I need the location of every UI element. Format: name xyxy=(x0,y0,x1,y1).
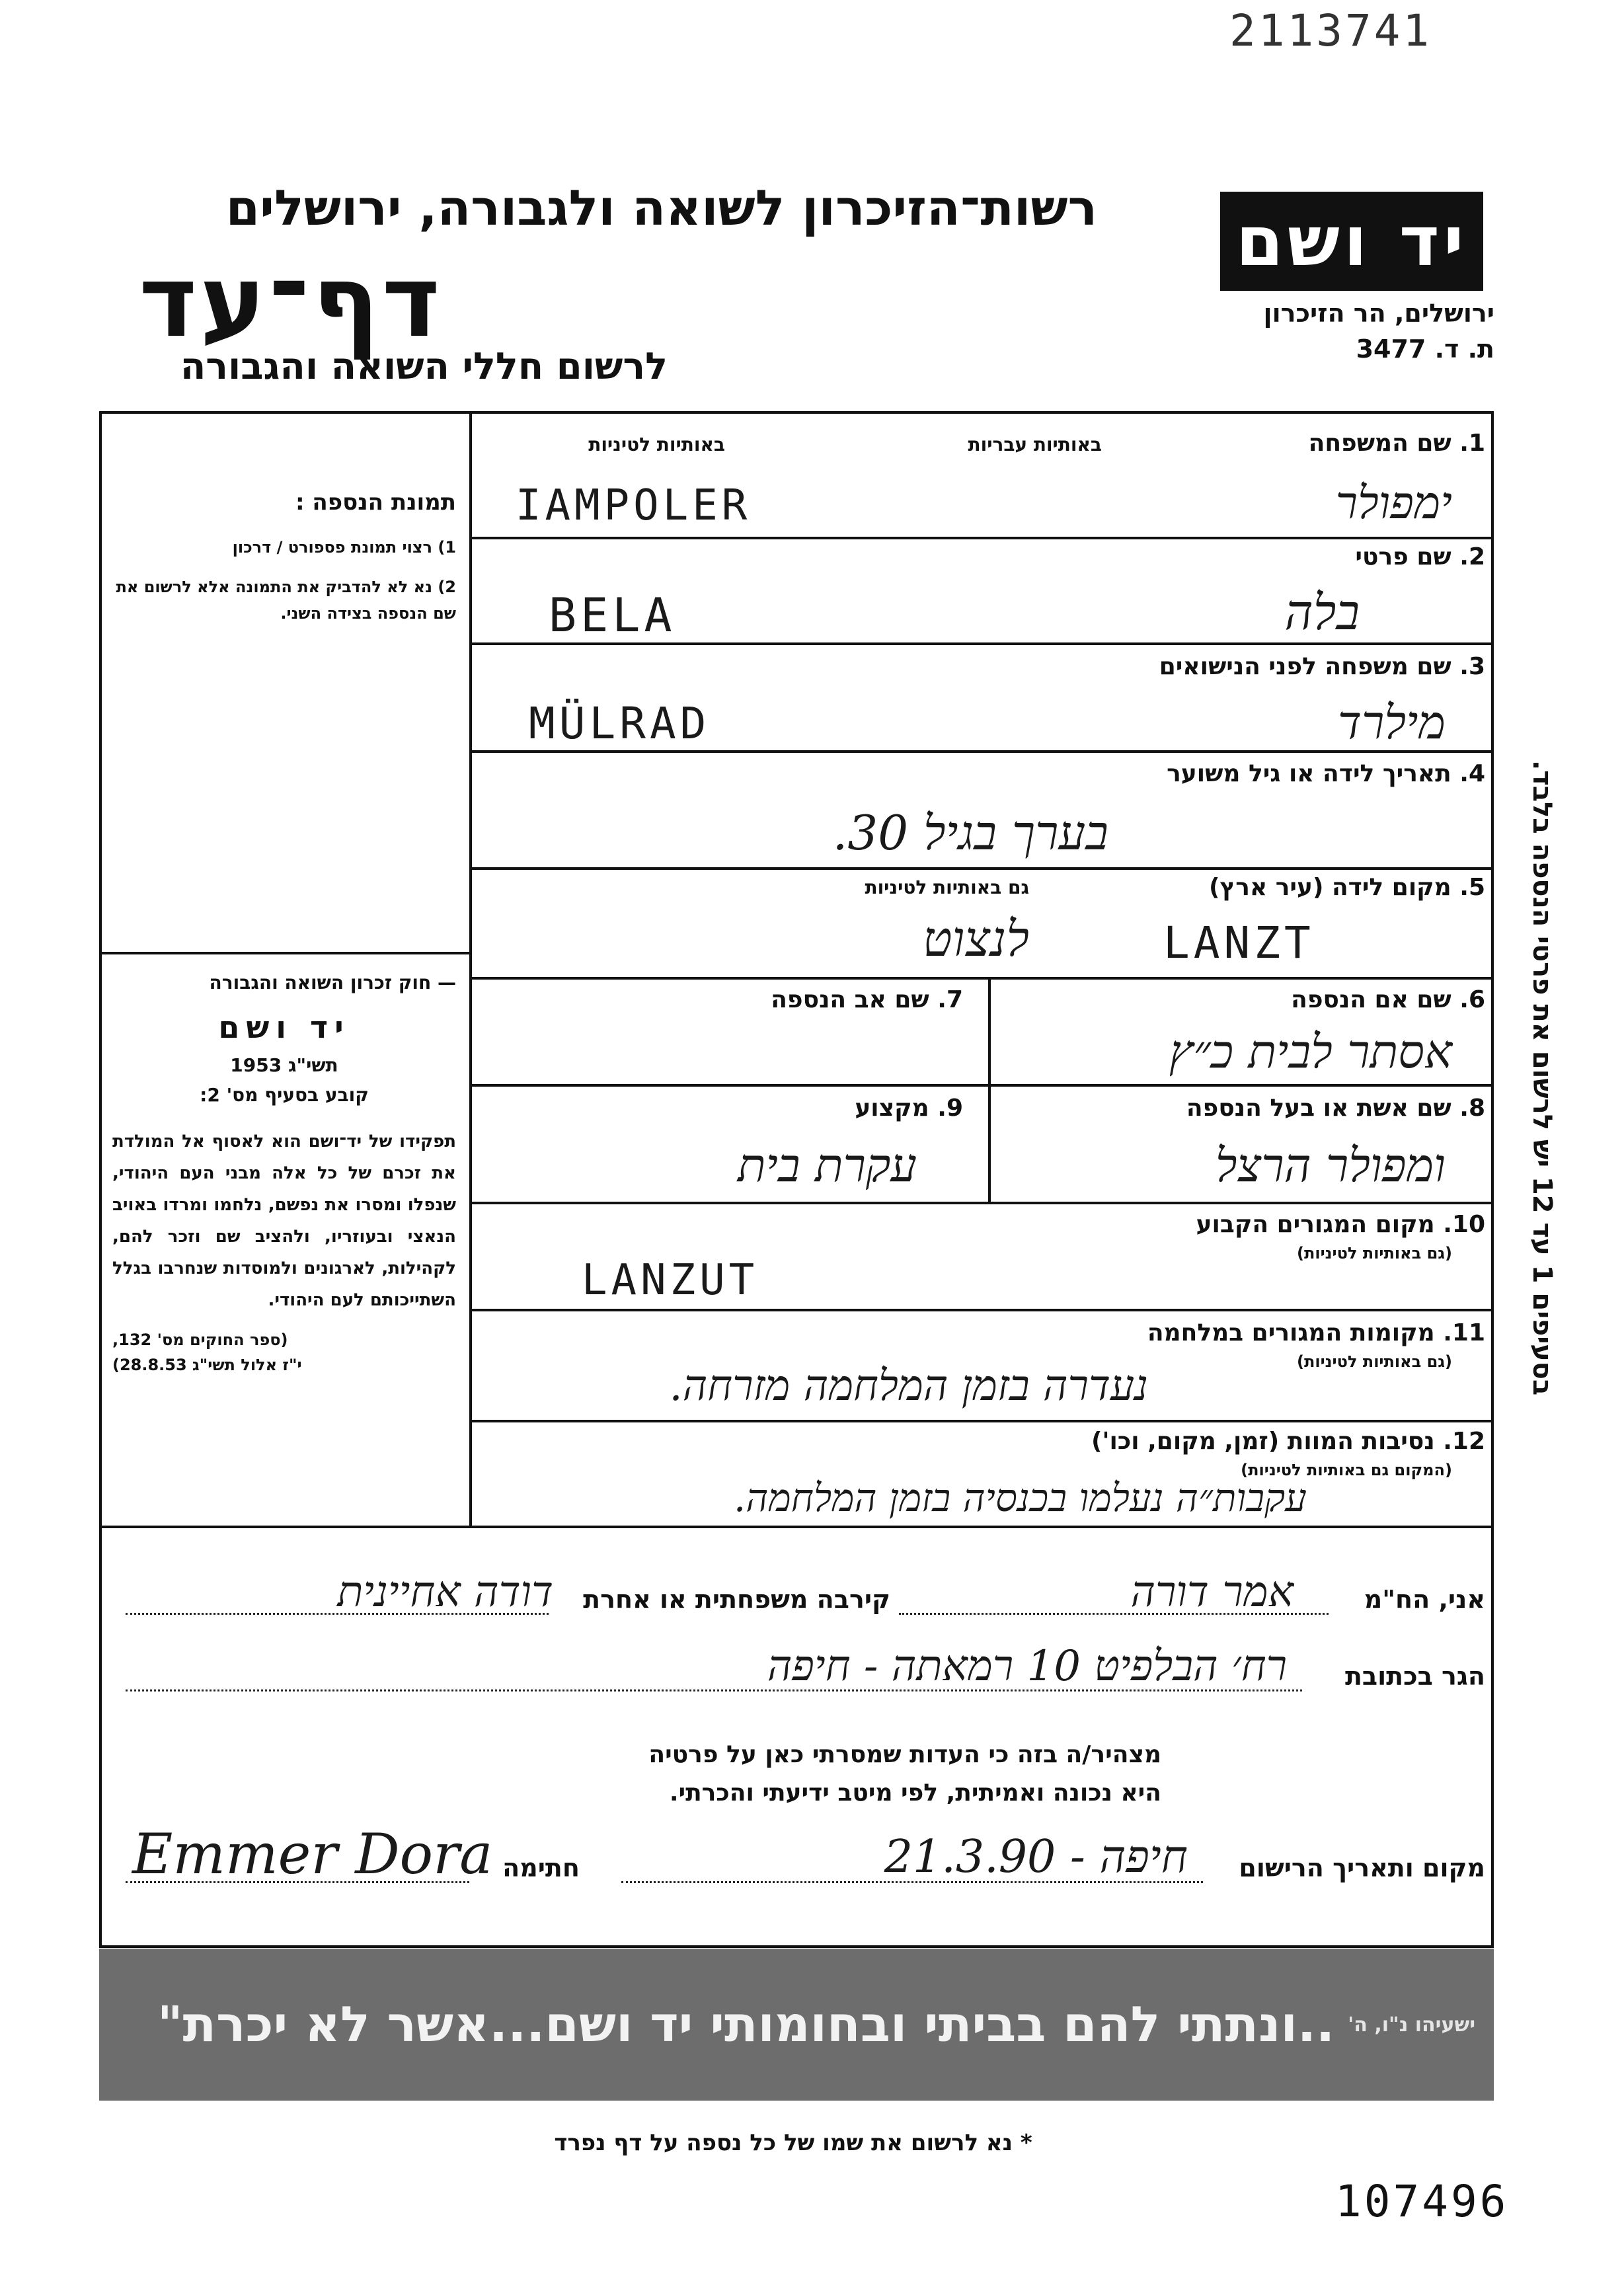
row-line-2 xyxy=(469,642,1494,645)
field-4-value: בערך בגיל 30. xyxy=(832,805,1108,861)
row-line-8 xyxy=(469,1309,1494,1311)
field-8-value: ומפולר הרצל xyxy=(1215,1138,1446,1192)
row-line-4 xyxy=(469,867,1494,870)
form-title: דף־עד xyxy=(139,245,443,360)
field-7-label: 7. שם אב הנספה xyxy=(771,986,963,1013)
col-divider-6-7 xyxy=(988,977,991,1084)
field-5-label: 5. מקום לידה (עיר ארץ) xyxy=(1209,874,1485,901)
logo-address: ירושלים, הר הזיכרון xyxy=(1263,299,1494,328)
witness-address-label: הגר בכתובת xyxy=(1344,1662,1485,1691)
field-6-value: אסתר לבית כ״ץ xyxy=(1169,1025,1452,1079)
field-1-latin-header: באותיות לטיניות xyxy=(588,434,725,455)
field-1-latin-value: IAMPOLER xyxy=(516,481,752,530)
field-3-label: 3. שם משפחה לפני הנישואים xyxy=(1159,653,1485,680)
witness-i-label: אני, הח"מ xyxy=(1364,1585,1485,1614)
side-panel-divider xyxy=(99,952,471,954)
logo-text: יד ושם xyxy=(1235,201,1468,282)
declaration-line-1: מצהיר/ה בזה כי העדות שמסרתי כאן על פרטיה xyxy=(648,1741,1161,1768)
witness-name: אמר דורה xyxy=(1130,1568,1294,1617)
side-divider xyxy=(469,411,472,1527)
field-11-value: נעדרה בזמן המלחמה מזרחה. xyxy=(669,1362,1148,1411)
row-line-6 xyxy=(469,1084,1494,1087)
field-2-label: 2. שם פרטי xyxy=(1355,543,1485,570)
photo-title: תמונת הנספה : xyxy=(295,489,456,516)
place-date: חיפה - 21.3.90 xyxy=(884,1831,1188,1883)
witness-relation: דודה אחיינית xyxy=(337,1568,553,1617)
place-date-label: מקום ותאריך הרישום xyxy=(1239,1853,1485,1882)
field-10-label: 10. מקום המגורים הקבוע xyxy=(1196,1211,1485,1238)
row-line-7 xyxy=(469,1202,1494,1204)
signature-label: חתימה xyxy=(502,1853,580,1882)
field-1-label: 1. שם המשפחה xyxy=(1308,430,1485,457)
quote-banner xyxy=(99,1949,1494,2101)
form-subtitle: לרשום חללי השואה והגבורה xyxy=(180,345,668,388)
law-year: תשי"ג 1953 xyxy=(230,1054,338,1076)
field-3-hebrew-value: מילרד xyxy=(1337,695,1446,750)
law-clause: קובע בסעיף מס' 2: xyxy=(200,1084,369,1106)
field-1-hebrew-value: ימפולר xyxy=(1335,477,1452,529)
archive-number-top: 2113741 xyxy=(1229,5,1432,56)
yad-vashem-logo xyxy=(1220,192,1483,291)
field-8-label: 8. שם אשת או בעל הנספה xyxy=(1186,1095,1485,1122)
law-text: תפקידו של יד־ושם הוא לאסוף אל המולדת את זכרם של כל אלה מבני העם היהודי, שנפלו ומסרו את נפשם, נלחמו ומרדו באויב הנאצי ובעוזריו, ולהציב שם וזכר להם, לקהילות, לארגונים ולמוסדות שנחרבו בגלל השתייכותם לעם היהודי. xyxy=(112,1132,456,1310)
field-9-label: 9. מקצוע xyxy=(855,1095,963,1122)
fields-bottom-line xyxy=(99,1526,1494,1528)
field-12-note: (המקום גם באותיות לטיניות) xyxy=(1241,1461,1452,1479)
law-panel xyxy=(112,972,456,1374)
banner-quote: ..ונתתי להם בביתי ובחומותי יד ושם...אשר לא יכרת" xyxy=(157,1996,1335,2053)
archive-number-bottom: 107496 xyxy=(1335,2176,1509,2227)
field-12-label: 12. נסיבות המוות (זמן, מקום, וכו') xyxy=(1091,1428,1485,1455)
law-logo: יד ושם xyxy=(218,1009,350,1045)
field-1-hebrew-header: באותיות עבריות xyxy=(968,434,1102,455)
declaration-line-2: היא נכונה ואמיתית, לפי מיטב ידיעתי והכרתי. xyxy=(669,1779,1161,1806)
field-3-latin-value: MÜLRAD xyxy=(529,698,711,749)
row-line-9 xyxy=(469,1420,1494,1422)
col-divider-8-9 xyxy=(988,1084,991,1202)
field-5-latin-header: גם באותיות לטיניות xyxy=(865,876,1029,898)
law-title: — חוק זכרון השואה והגבורה xyxy=(209,972,456,993)
field-6-label: 6. שם אם הנספה xyxy=(1291,986,1485,1013)
field-10-value: LANZUT xyxy=(582,1256,759,1305)
field-11-note: (גם באותיות לטיניות) xyxy=(1297,1352,1452,1371)
field-5-latin-value: LANZT xyxy=(1163,917,1315,968)
authority-title: רשות־הזיכרון לשואה ולגבורה, ירושלים xyxy=(225,180,1097,237)
field-9-value: עקרת בית xyxy=(737,1138,917,1192)
law-ref-1: (ספר החוקים מס' 132, xyxy=(112,1331,288,1349)
photo-note-1: 1) רצוי תמונת פספורט / דרכון xyxy=(232,538,456,557)
footer-note: * נא לרשום את שמו של כל נספה על דף נפרד xyxy=(554,2130,1032,2156)
law-ref-2: י"ז אלול תשי"ג 28.8.53) xyxy=(112,1356,302,1374)
witness-signature: Emmer Dora xyxy=(132,1822,493,1886)
row-line-1 xyxy=(469,537,1494,539)
row-line-3 xyxy=(469,750,1494,753)
vertical-note: בסעיפים 1 עד 12 יש לרשום את פרטי הנספה בלבד. xyxy=(1527,760,1557,1396)
photo-panel xyxy=(112,489,456,627)
field-11-label: 11. מקומות המגורים במלחמה xyxy=(1147,1319,1485,1346)
photo-note-2: 2) נא לא להדביק את התמונה אלא לרשום את שם הנספה בצידה השני. xyxy=(116,578,456,623)
field-5-hebrew-value: לנצוט xyxy=(922,911,1029,968)
witness-address: רח׳ הבלפיט 10 רמאתה - חיפה xyxy=(767,1642,1287,1691)
field-2-latin-value: BELA xyxy=(549,588,676,642)
field-10-note: (גם באותיות לטיניות) xyxy=(1297,1244,1452,1262)
field-2-hebrew-value: בלה xyxy=(1284,584,1360,641)
field-4-label: 4. תאריך לידה או גיל משוער xyxy=(1167,760,1485,787)
witness-relation-label: קירבה משפחתית או אחרת xyxy=(583,1585,890,1614)
po-box: ת. ד. 3477 xyxy=(1356,334,1494,364)
field-12-value: עקבות״ה נעלמו בכנסיה בזמן המלחמה. xyxy=(733,1475,1307,1520)
banner-source: ישעיהו נ"ו, ה' xyxy=(1348,2013,1476,2037)
row-line-5 xyxy=(469,977,1494,980)
